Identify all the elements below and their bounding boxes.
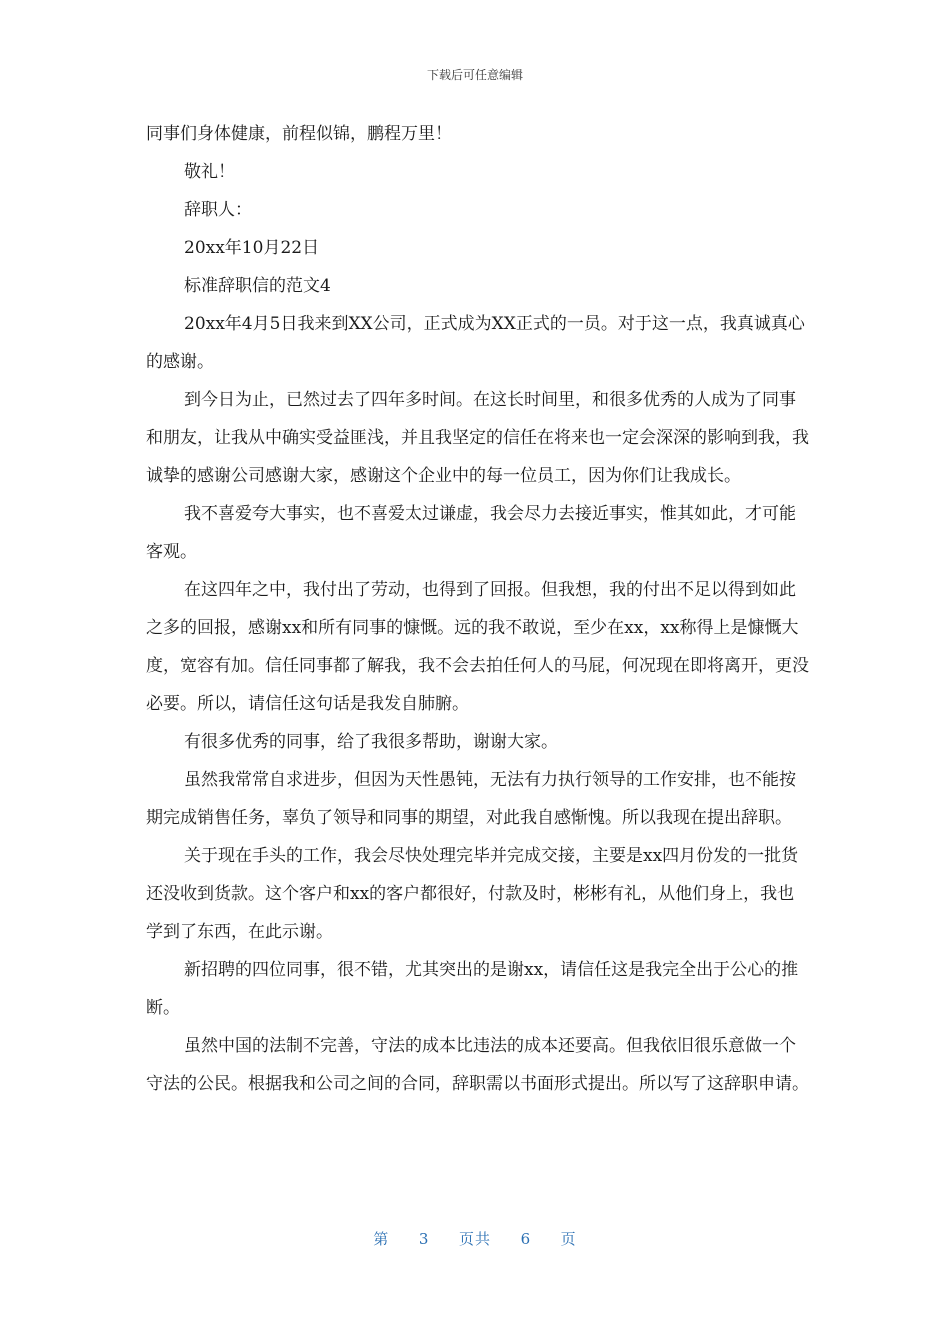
paragraph-3: 辞职人：: [184, 200, 252, 220]
footer-middle: 页共: [458, 1230, 491, 1248]
paragraph-10: 有很多优秀的同事，给了我很多帮助，谢谢大家。: [184, 732, 558, 752]
footer-total-pages: 6: [520, 1230, 532, 1248]
document-body: [146, 115, 810, 1103]
download-note: 下载后可任意编辑: [426, 68, 523, 82]
paragraph-11: 虽然我常常自求进步，但因为天性愚钝，无法有力执行领导的工作安排，也不能按期完成销售任务，辜负了领导和同事的期望，对此我自感惭愧。所以我现在提出辞职。: [146, 770, 796, 828]
paragraph-1: 同事们身体健康，前程似锦，鹏程万里！: [146, 124, 452, 144]
footer-current-page: 3: [418, 1230, 430, 1248]
paragraph-14: 虽然中国的法制不完善，守法的成本比违法的成本还要高。但我依旧很乐意做一个守法的公民。根据我和公司之间的合同，辞职需以书面形式提出。所以写了这辞职申请。: [146, 1036, 809, 1094]
footer-prefix: 第: [373, 1230, 390, 1248]
footer-suffix: 页: [560, 1230, 577, 1248]
paragraph-9: 在这四年之中，我付出了劳动，也得到了回报。但我想，我的付出不足以得到如此之多的回报，感谢xx和所有同事的慷慨。远的我不敢说，至少在xx，xx称得上是慷慨大度，宽容有加。信任同事都了解我，我不会去拍任何人的马屁，何况现在即将离开，更没必要。所以，请信任这句话是我发自肺腑。: [146, 580, 809, 714]
paragraph-2: 敬礼！: [184, 162, 235, 182]
paragraph-13: 新招聘的四位同事，很不错，尤其突出的是谢xx，请信任这是我完全出于公心的推断。: [146, 960, 799, 1018]
paragraph-4: 20xx年10月22日: [184, 238, 320, 258]
paragraph-5: 标准辞职信的范文4: [184, 276, 331, 296]
paragraph-8: 我不喜爱夸大事实，也不喜爱太过谦虚，我会尽力去接近事实，惟其如此，才可能客观。: [146, 504, 796, 562]
paragraph-6: 20xx年4月5日我来到XX公司，正式成为XX正式的一员。对于这一点，我真诚真心的感谢。: [146, 314, 805, 372]
paragraph-12: 关于现在手头的工作，我会尽快处理完毕并完成交接，主要是xx四月份发的一批货还没收到货款。这个客户和xx的客户都很好，付款及时，彬彬有礼，从他们身上，我也学到了东西，在此示谢。: [146, 846, 799, 942]
paragraph-7: 到今日为止，已然过去了四年多时间。在这长时间里，和很多优秀的人成为了同事和朋友，让我从中确实受益匪浅，并且我坚定的信任在将来也一定会深深的影响到我，我诚挚的感谢公司感谢大家，感谢这个企业中的每一位员工，因为你们让我成长。: [146, 390, 809, 486]
page-footer: [0, 1228, 950, 1249]
